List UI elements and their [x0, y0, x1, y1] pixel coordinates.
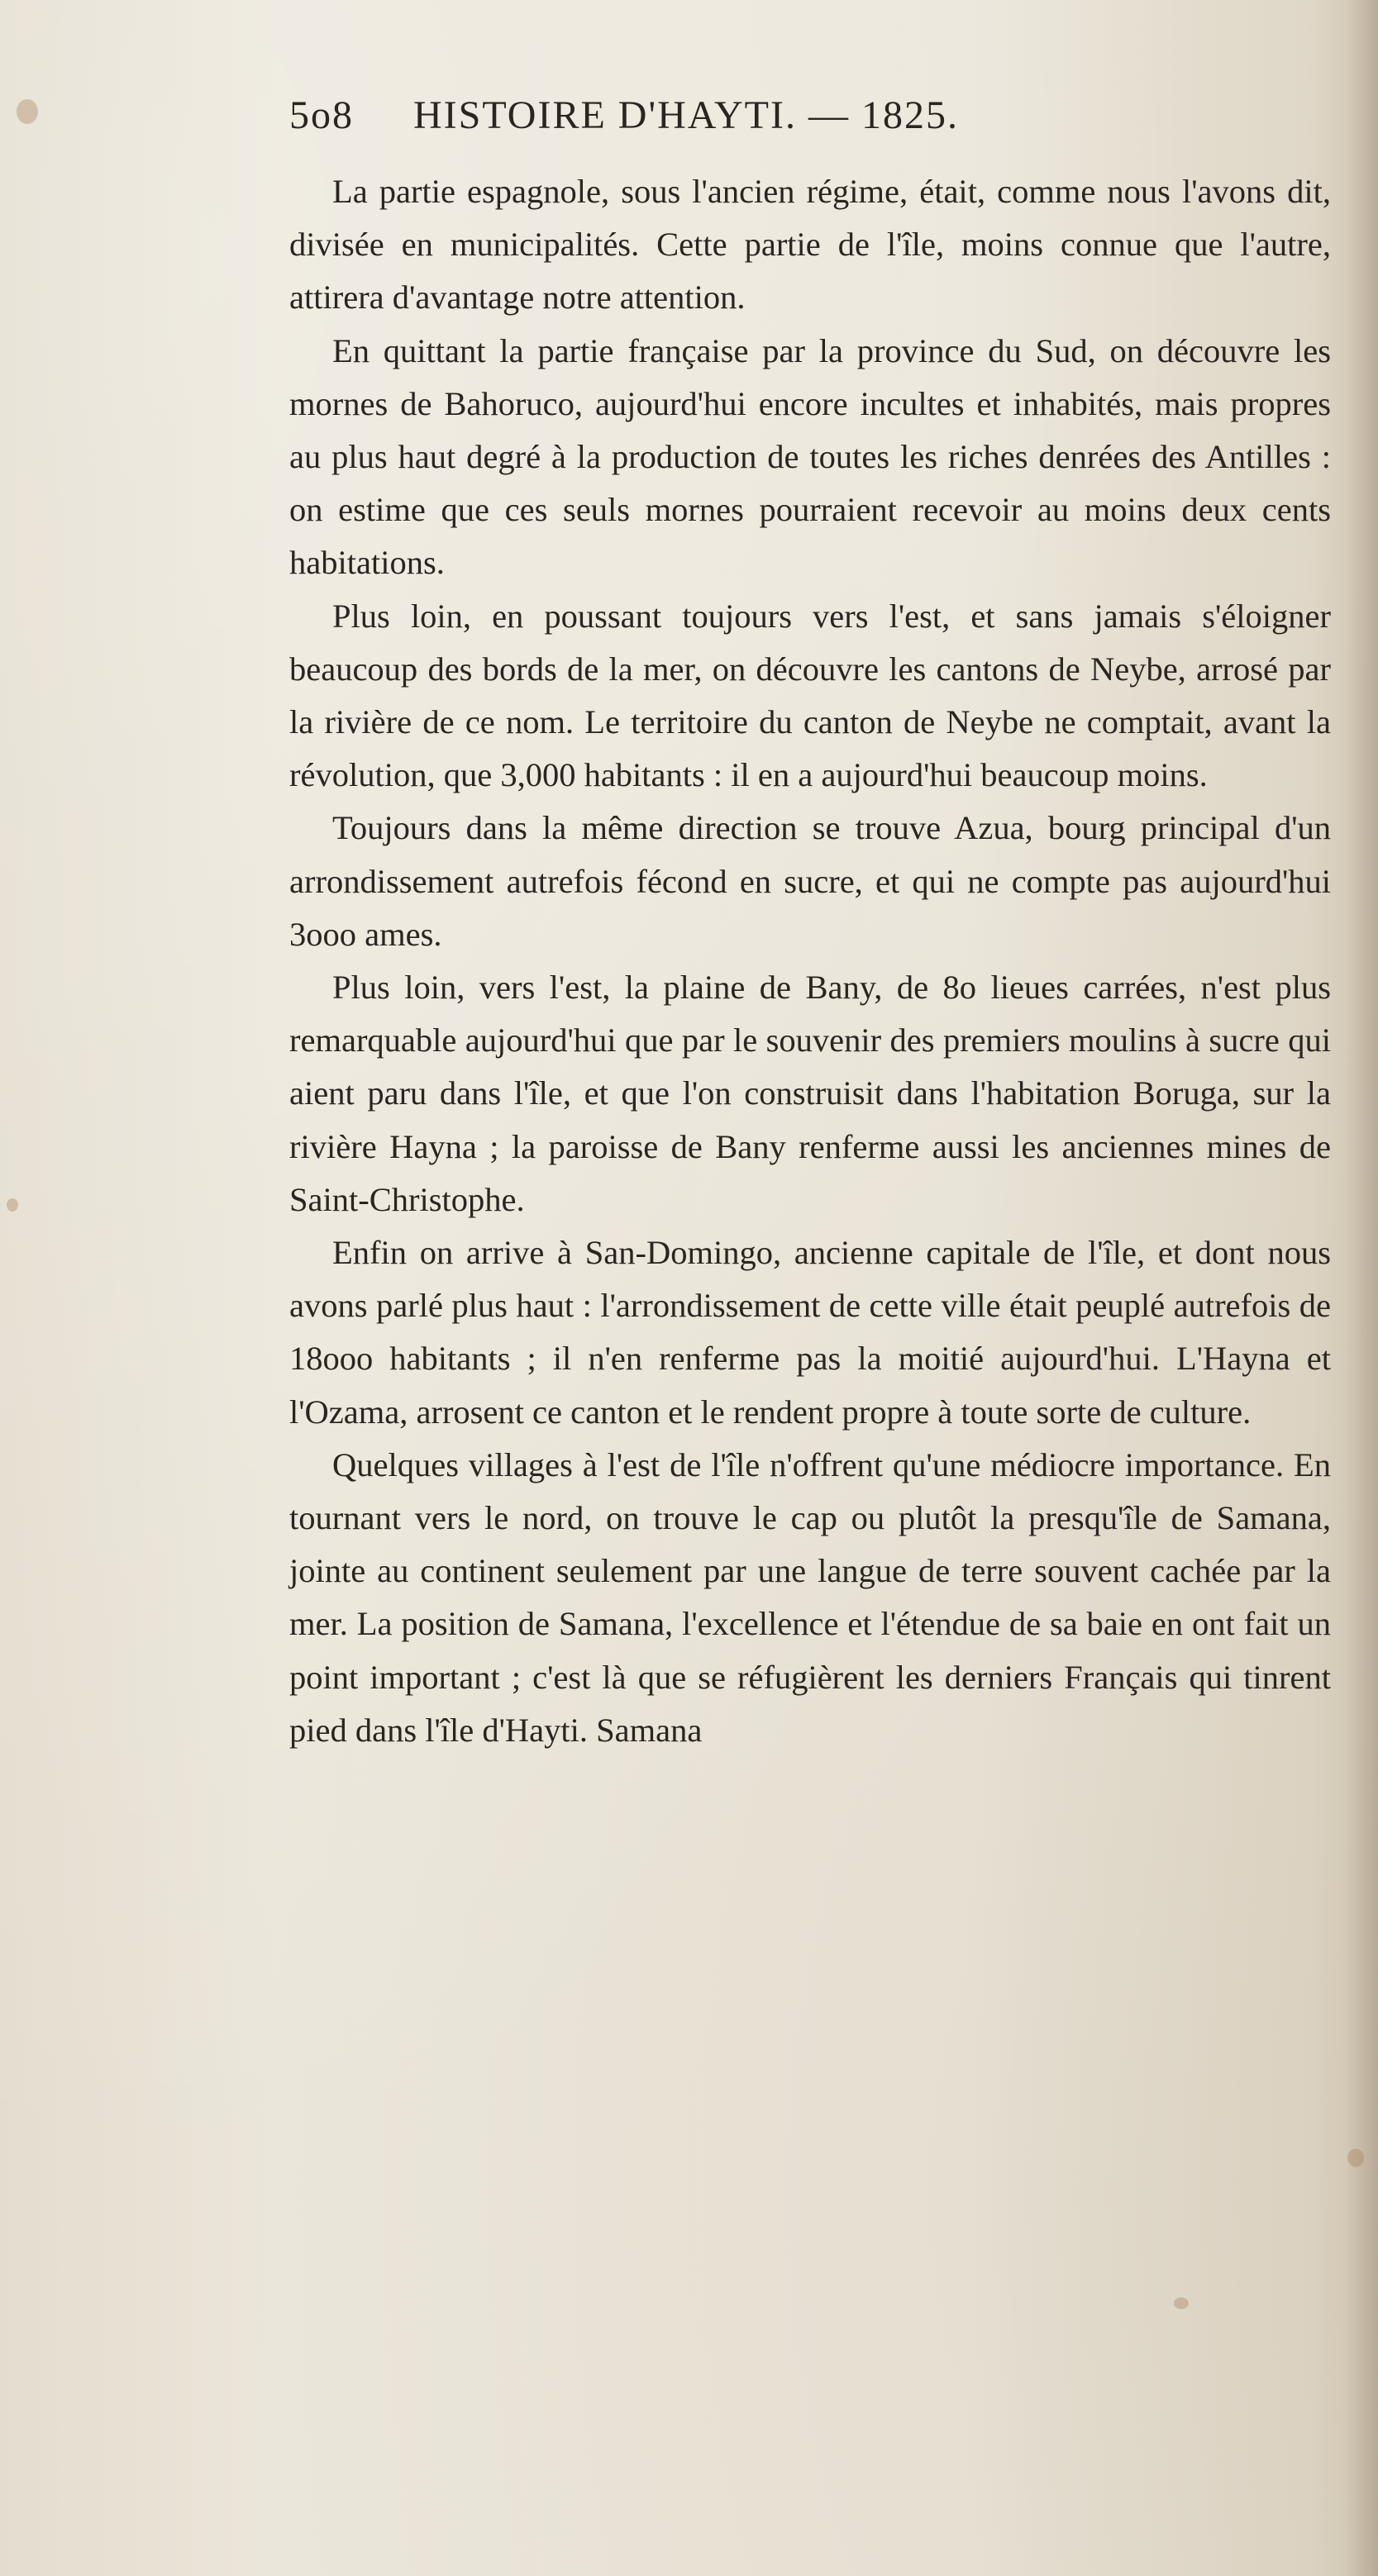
running-header [289, 93, 1215, 138]
foxing-spot [7, 1198, 18, 1212]
paragraph: La partie espagnole, sous l'ancien régime, était, comme nous l'avons dit, divisée en municipalités. Cette partie de l'île, moins connue que l'autre, attirera d'avantage notre attention. [289, 173, 1331, 317]
paragraph: En quittant la partie française par la province du Sud, on découvre les mornes de Bahoruco, aujourd'hui encore incultes et inhabités, mais propres au plus haut degré à la production de toutes les riches denrées des Antilles : on estime que ces seuls mornes pourraient recevoir au moins deux cents habitations. [289, 331, 1331, 582]
page-number: 5o8 [289, 93, 354, 137]
paragraph: Plus loin, vers l'est, la plaine de Bany, de 8o lieues carrées, n'est plus remarquable aujourd'hui que par le souvenir des premiers moulins à sucre qui aient paru dans l'île, et que l'on construisit dans l'habitation Boruga, sur la rivière Hayna ; la paroisse de Bany renferme aussi les anciennes mines de Saint-Christophe. [289, 969, 1331, 1218]
running-title: HISTOIRE D'HAYTI. — 1825. [413, 93, 959, 137]
foxing-spot [17, 99, 38, 124]
foxing-spot [1174, 2297, 1189, 2309]
paragraph: Enfin on arrive à San-Domingo, ancienne capitale de l'île, et dont nous avons parlé plus haut : l'arrondissement de cette ville était peuplé autrefois de 18ooo habitants ; il n'en renferme pas la moitié aujourd'hui. L'Hayna et l'Ozama, arrosent ce canton et le rendent propre à toute sorte de culture. [289, 1234, 1331, 1431]
paragraph: Quelques villages à l'est de l'île n'offrent qu'une médiocre importance. En tournant vers le nord, on trouve le cap ou plutôt la presqu'île de Samana, jointe au continent seulement par une langue de terre souvent cachée par la mer. La position de Samana, l'excellence et l'étendue de sa baie en ont fait un point important ; c'est là que se réfugièrent les derniers Français qui tinrent pied dans l'île d'Hayti. Samana [289, 1445, 1331, 1749]
body-text [289, 165, 1331, 1757]
paragraph: Toujours dans la même direction se trouve Azua, bourg principal d'un arrondissement autrefois fécond en sucre, et qui ne compte pas aujourd'hui 3ooo ames. [289, 809, 1331, 953]
page-gutter-shadow [1345, 0, 1378, 2576]
foxing-spot [1347, 2149, 1364, 2167]
paragraph: Plus loin, en poussant toujours vers l'est, et sans jamais s'éloigner beaucoup des bords de la mer, on découvre les cantons de Neybe, arrosé par la rivière de ce nom. Le territoire du canton de Neybe ne comptait, avant la révolution, que 3,000 habitants : il en a aujourd'hui beaucoup moins. [289, 597, 1331, 794]
